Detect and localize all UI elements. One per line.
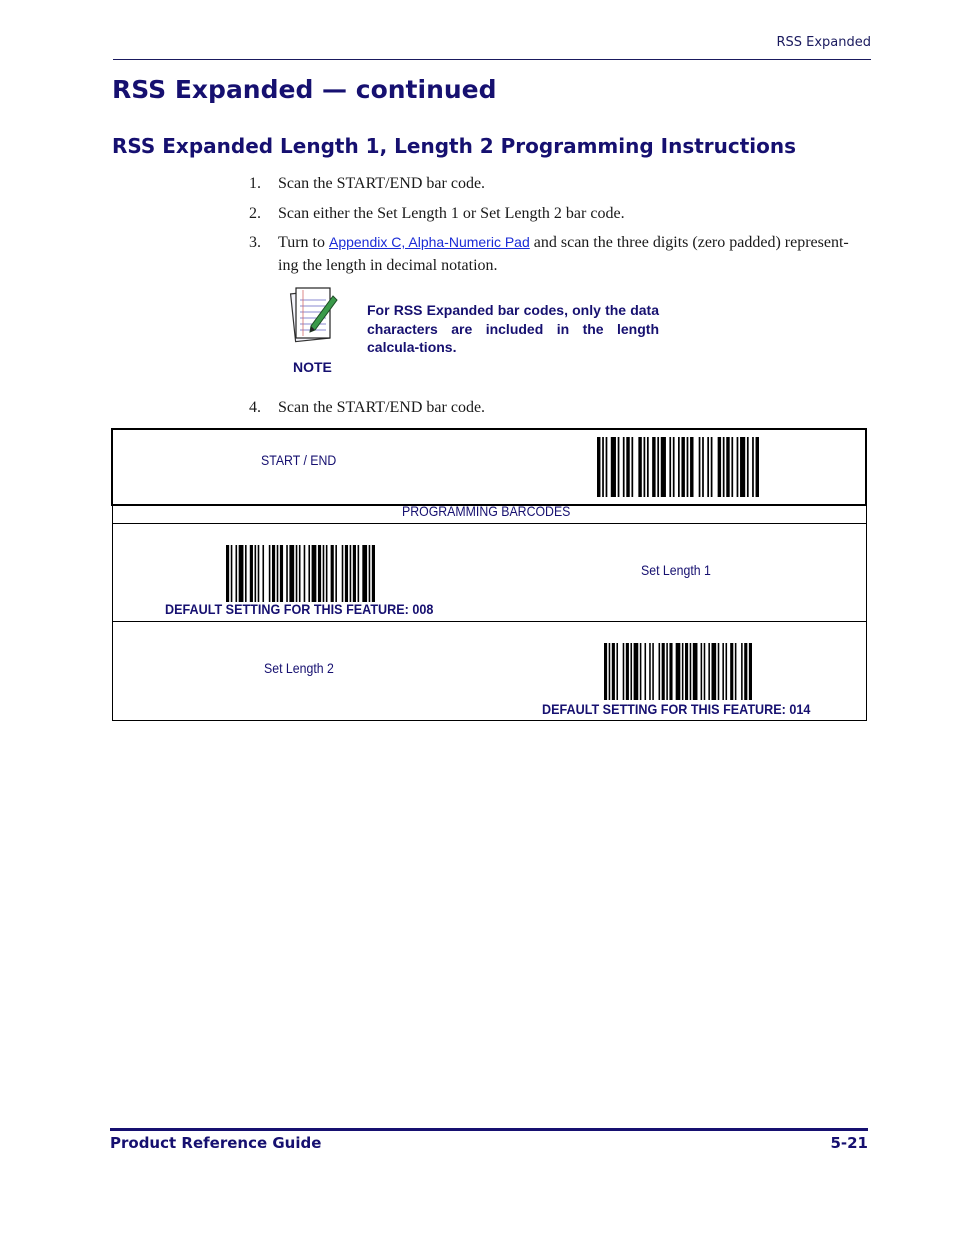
set-length-2-default: DEFAULT SETTING FOR THIS FEATURE: 014 xyxy=(542,701,811,717)
barcode-bar xyxy=(652,643,654,700)
barcode-bar xyxy=(687,437,689,497)
barcode-bar xyxy=(702,437,704,497)
barcode-bar xyxy=(704,643,706,700)
barcode-bar xyxy=(335,545,337,602)
barcode-bar xyxy=(345,545,348,602)
barcode-bar xyxy=(699,437,701,497)
barcode-bar xyxy=(659,643,661,700)
barcode-bar xyxy=(744,643,747,700)
barcode-bar xyxy=(649,643,651,700)
set-length-1-label: Set Length 1 xyxy=(641,562,711,578)
barcode-bar xyxy=(277,545,279,602)
barcode-bar xyxy=(747,437,749,497)
barcode-bar xyxy=(326,545,328,602)
barcode-bar xyxy=(657,437,659,497)
barcode-bar xyxy=(296,545,298,602)
step-number: 3. xyxy=(249,234,261,251)
set-length-2-label: Set Length 2 xyxy=(264,660,334,676)
barcode-bar xyxy=(342,545,344,602)
programming-barcodes-label: PROGRAMMING BARCODES xyxy=(402,503,571,519)
barcode-bar xyxy=(630,643,632,700)
barcode-bar xyxy=(722,643,724,700)
barcode-bar xyxy=(323,545,325,602)
barcode-bar xyxy=(318,545,321,602)
barcode-bar xyxy=(735,643,737,700)
barcode-bar xyxy=(737,437,739,497)
barcode-bar xyxy=(236,545,238,602)
barcode-bar xyxy=(609,643,611,700)
step-1 xyxy=(249,172,869,195)
barcode-bar xyxy=(711,437,713,497)
barcode-bar xyxy=(299,545,301,602)
barcode-bar xyxy=(681,437,684,497)
step-number: 1. xyxy=(249,175,261,192)
barcode-bar xyxy=(711,643,716,700)
barcode-bar xyxy=(661,437,666,497)
barcode-bar xyxy=(662,643,665,700)
page-number: 5-21 xyxy=(830,1134,868,1152)
barcode-bar xyxy=(740,437,745,497)
barcode-bar xyxy=(289,545,294,602)
step-text: Scan either the Set Length 1 or Set Length 2 bar code. xyxy=(278,205,625,222)
step-text: Scan the START/END bar code. xyxy=(278,175,486,192)
start-end-label: START / END xyxy=(261,452,337,468)
step-3 xyxy=(249,231,869,277)
barcode-bar xyxy=(669,643,672,700)
barcode-bar xyxy=(250,545,253,602)
barcode-bar xyxy=(604,643,607,700)
barcode-bar xyxy=(262,545,264,602)
barcode-bar xyxy=(645,643,647,700)
barcode-bar xyxy=(707,437,709,497)
barcode-bar xyxy=(690,437,693,497)
barcode-bar xyxy=(331,545,334,602)
barcode-bar xyxy=(652,437,655,497)
barcode-bar xyxy=(718,437,721,497)
barcode-bar xyxy=(606,437,608,497)
barcode-bar xyxy=(669,437,671,497)
barcode-bar xyxy=(226,545,229,602)
barcode-bar xyxy=(749,643,752,700)
barcode-bar xyxy=(718,643,720,700)
barcode-bar xyxy=(611,437,616,497)
barcode-bar xyxy=(752,437,754,497)
barcode-bar xyxy=(258,545,260,602)
barcode-bar xyxy=(682,643,684,700)
barcode-bar xyxy=(673,437,675,497)
barcode-bar xyxy=(255,545,257,602)
notepad-pen-icon xyxy=(287,286,339,344)
barcode-bar xyxy=(626,437,629,497)
step-2 xyxy=(249,202,869,225)
set-length-2-barcode xyxy=(604,643,752,700)
barcode-bar xyxy=(731,437,733,497)
start-end-barcode xyxy=(597,437,759,497)
barcode-bar xyxy=(756,437,759,497)
running-head: RSS Expanded xyxy=(776,35,871,50)
step-text-post: and scan the three digits (zero padded) represent-ing the length in decimal notation. xyxy=(278,234,849,274)
set-length-1-barcode xyxy=(226,545,375,602)
barcode-bar xyxy=(678,437,680,497)
barcode-bar xyxy=(690,643,692,700)
barcode-bar xyxy=(693,643,698,700)
footer-rule xyxy=(110,1128,868,1131)
barcode-bar xyxy=(640,643,642,700)
barcode-bar xyxy=(362,545,367,602)
barcode-bar xyxy=(631,437,633,497)
table-row-divider xyxy=(112,621,866,622)
barcode-bar xyxy=(312,545,317,602)
barcode-bar xyxy=(304,545,306,602)
barcode-bar xyxy=(358,545,360,602)
table-row-divider xyxy=(112,523,866,524)
barcode-bar xyxy=(369,545,371,602)
barcode-bar xyxy=(602,437,604,497)
barcode-bar xyxy=(647,437,649,497)
barcode-bar xyxy=(612,643,615,700)
step-text xyxy=(278,231,869,277)
page-title: RSS Expanded — continued xyxy=(112,75,497,104)
barcode-bar xyxy=(245,545,247,602)
barcode-bar xyxy=(634,643,639,700)
barcode-bar xyxy=(616,643,618,700)
step-number: 2. xyxy=(249,205,261,222)
barcode-bar xyxy=(269,545,271,602)
step-text: Scan the START/END bar code. xyxy=(278,399,486,416)
appendix-c-link[interactable]: Appendix C, Alpha-Numeric Pad xyxy=(328,234,530,250)
barcode-bar xyxy=(353,545,356,602)
barcode-bar xyxy=(308,545,310,602)
barcode-bar xyxy=(597,437,600,497)
barcode-bar xyxy=(372,545,375,602)
barcode-bar xyxy=(708,643,710,700)
barcode-bar xyxy=(701,643,703,700)
header-rule xyxy=(113,59,871,60)
barcode-bar xyxy=(741,643,743,700)
barcode-bar xyxy=(623,437,625,497)
barcode-bar xyxy=(350,545,352,602)
barcode-bar xyxy=(272,545,275,602)
step-number: 4. xyxy=(249,399,261,416)
section-heading: RSS Expanded Length 1, Length 2 Programming Instructions xyxy=(112,134,797,158)
barcode-bar xyxy=(666,643,668,700)
barcode-bar xyxy=(623,643,625,700)
barcode-bar xyxy=(286,545,288,602)
barcode-bar xyxy=(231,545,233,602)
barcode-bar xyxy=(726,643,728,700)
barcode-bar xyxy=(685,643,688,700)
barcode-bar xyxy=(723,437,725,497)
barcode-bar xyxy=(626,643,629,700)
barcode-bar xyxy=(280,545,283,602)
barcode-bar xyxy=(239,545,244,602)
barcode-bar xyxy=(676,643,681,700)
barcode-bar xyxy=(618,437,620,497)
barcode-bar xyxy=(726,437,729,497)
barcode-bar xyxy=(644,437,646,497)
step-text-pre: Turn to xyxy=(278,234,329,251)
barcode-bar xyxy=(730,643,733,700)
set-length-1-default: DEFAULT SETTING FOR THIS FEATURE: 008 xyxy=(165,601,434,617)
step-4 xyxy=(249,396,869,419)
note-label: NOTE xyxy=(293,359,332,375)
footer-guide-title: Product Reference Guide xyxy=(110,1134,322,1152)
note-text: For RSS Expanded bar codes, only the data characters are included in the length calcula-tions. xyxy=(367,302,659,355)
barcode-bar xyxy=(638,437,641,497)
